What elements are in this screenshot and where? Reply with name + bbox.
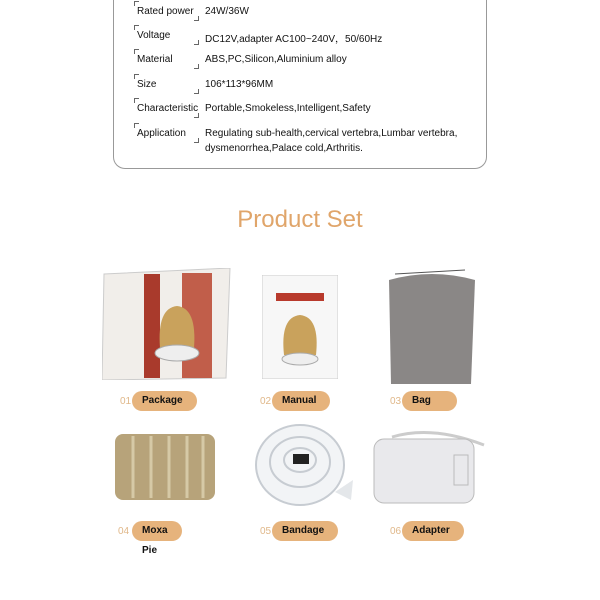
spec-value: DC12V,adapter AC100~240V，50/60Hz — [205, 34, 383, 45]
spec-value: 106*113*96MM — [205, 79, 274, 90]
spec-label: Rated power — [137, 6, 205, 17]
spec-value: dysmenorrhea,Palace cold,Arthritis. — [205, 143, 363, 154]
item-number: 01 — [120, 396, 132, 407]
item-label: Manual — [272, 391, 330, 411]
section-title: Product Set — [237, 206, 363, 233]
spec-label: Size — [137, 79, 205, 90]
spec-label: Material — [137, 54, 205, 65]
item-label: Bandage — [272, 521, 338, 541]
spec-label: Characteristic — [137, 103, 205, 114]
adapter-image — [372, 425, 487, 507]
item-number: 04 — [118, 526, 130, 537]
item-number: 06 — [390, 526, 402, 537]
item-label: Moxa Pie — [132, 521, 182, 541]
bandage-image — [255, 420, 355, 508]
spec-value: 24W/36W — [205, 6, 249, 17]
item-label: Adapter — [402, 521, 464, 541]
item-number: 03 — [390, 396, 402, 407]
spec-label: Voltage — [137, 30, 205, 41]
spec-value: ABS,PC,Silicon,Aluminium alloy — [205, 54, 347, 65]
spec-value: Regulating sub-health,cervical vertebra,Lumbar vertebra, — [205, 128, 458, 139]
manual-image — [262, 275, 338, 379]
item-label: Bag — [402, 391, 457, 411]
spec-value: Portable,Smokeless,Intelligent,Safety — [205, 103, 371, 114]
moxa-pie-image — [115, 432, 220, 502]
item-number: 02 — [260, 396, 272, 407]
package-image — [102, 268, 232, 380]
item-number: 05 — [260, 526, 272, 537]
item-label: Package — [132, 391, 197, 411]
spec-label: Application — [137, 128, 205, 139]
bag-image — [385, 268, 479, 386]
